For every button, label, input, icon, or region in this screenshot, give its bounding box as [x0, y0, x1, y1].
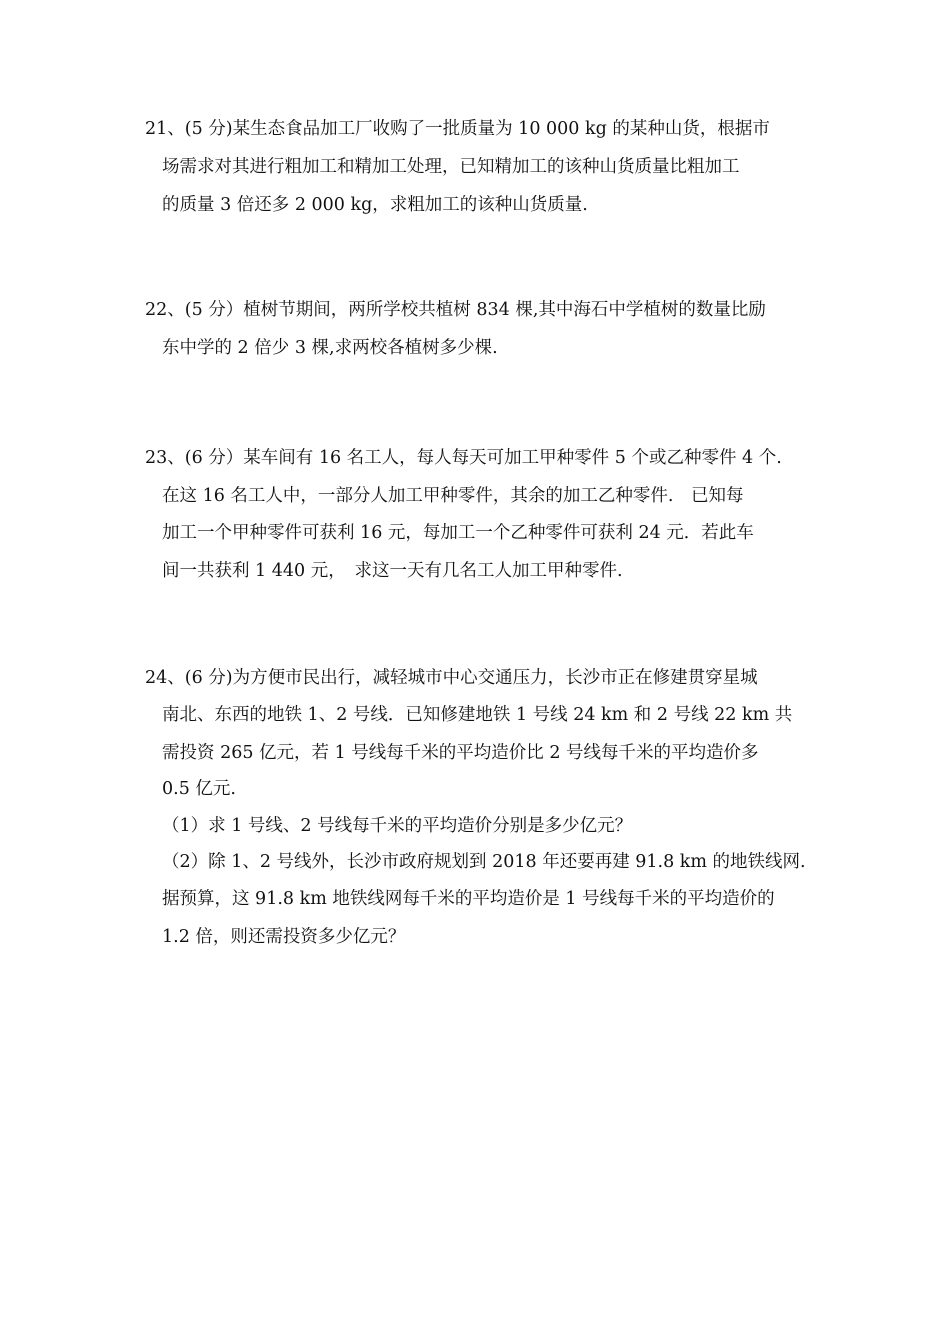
problem-24-line-8: 1.2 倍，则还需投资多少亿元？ [162, 927, 406, 947]
problem-24-line-3: 需投资 265 亿元，若 1 号线每千米的平均造价比 2 号线每千米的平均造价多 [162, 743, 759, 763]
problem-22-line-1: 22、(5 分）植树节期间，两所学校共植树 834 棵,其中海石中学植树的数量比励 [145, 300, 766, 320]
problem-21-line-3: 的质量 3 倍还多 2 000 kg，求粗加工的该种山货质量. [162, 195, 588, 215]
problem-24-subquestion-2: （2）除 1、2 号线外，长沙市政府规划到 2018 年还要再建 91.8 km 的地铁线网. [162, 852, 806, 872]
problem-23-line-3: 加工一个甲种零件可获利 16 元，每加工一个乙种零件可获利 24 元．若此车 [162, 523, 754, 543]
problem-24-line-4: 0.5 亿元. [162, 779, 236, 799]
problem-24-line-1: 24、(6 分)为方便市民出行，减轻城市中心交通压力，长沙市正在修建贯穿星城 [145, 668, 758, 688]
problem-24-line-7: 据预算，这 91.8 km 地铁线网每千米的平均造价是 1 号线每千米的平均造价的 [162, 889, 775, 909]
problem-21-line-1: 21、(5 分)某生态食品加工厂收购了一批质量为 10 000 kg 的某种山货，根据市 [145, 119, 770, 139]
problem-23-line-2: 在这 16 名工人中，一部分人加工甲种零件，其余的加工乙种零件. 已知每 [162, 486, 744, 506]
problem-21-line-2: 场需求对其进行粗加工和精加工处理，已知精加工的该种山货质量比粗加工 [162, 157, 740, 177]
problem-23-line-4: 间一共获利 1 440 元， 求这一天有几名工人加工甲种零件. [162, 561, 623, 581]
problem-23-line-1: 23、(6 分）某车间有 16 名工人，每人每天可加工甲种零件 5 个或乙种零件 4 个. [145, 448, 782, 468]
problem-22-line-2: 东中学的 2 倍少 3 棵,求两校各植树多少棵. [162, 338, 498, 358]
problem-24-subquestion-1: （1）求 1 号线、2 号线每千米的平均造价分别是多少亿元？ [162, 816, 633, 836]
problem-24-line-2: 南北、东西的地铁 1、2 号线．已知修建地铁 1 号线 24 km 和 2 号线 22 km 共 [162, 705, 793, 725]
